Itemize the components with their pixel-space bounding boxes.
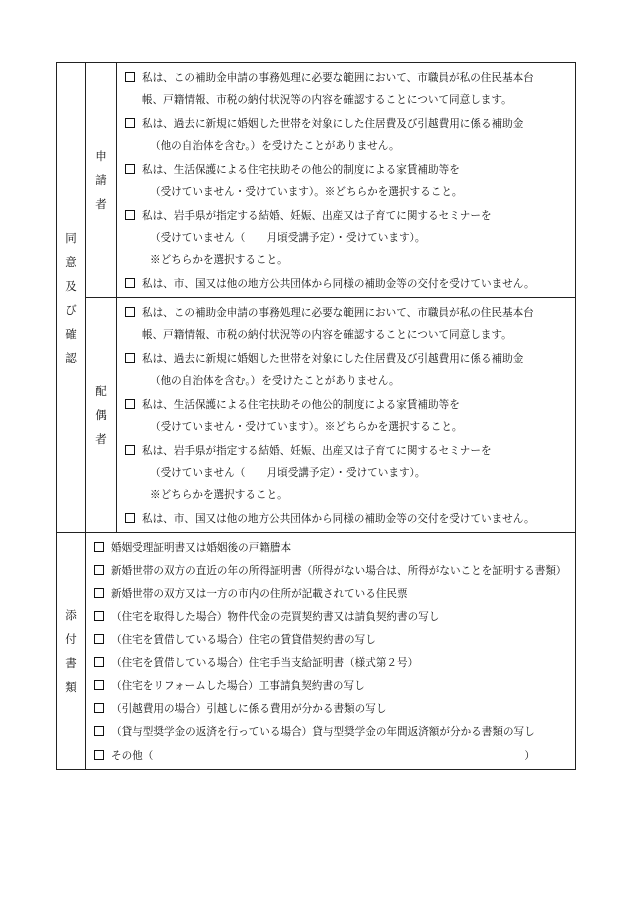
consent-item-line: 私は、岩手県が指定する結婚、妊娠、出産又は子育てに関するセミナーを (142, 210, 492, 222)
consent-item-line: 私は、過去に新規に婚姻した世帯を対象にした住居費及び引越費用に係る補助金 (142, 118, 524, 130)
consent-item (123, 348, 571, 392)
attachment-item-other (92, 745, 571, 767)
attachment-item (92, 721, 571, 743)
consent-item-line: 帳、戸籍情報、市税の納付状況等の内容を確認することについて同意します。 (142, 94, 512, 106)
consent-item (123, 394, 571, 438)
checkbox[interactable] (94, 726, 104, 736)
consent-item-line: ※どちらかを選択すること。 (150, 254, 288, 266)
attachment-item (92, 583, 571, 605)
attachment-item-label: （住宅を取得した場合）物件代金の売買契約書又は請負契約書の写し (111, 611, 440, 623)
checkbox[interactable] (94, 542, 104, 552)
spouse-items-cell (117, 298, 576, 533)
consent-and-attachments-table (56, 62, 576, 770)
consent-item (123, 508, 571, 530)
checkbox[interactable] (125, 399, 135, 409)
attachment-item-label: 婚姻受理証明書又は婚姻後の戸籍謄本 (111, 542, 292, 554)
consent-item-line: 私は、岩手県が指定する結婚、妊娠、出産又は子育てに関するセミナーを (142, 445, 492, 457)
attachment-item (92, 629, 571, 651)
consent-item-line: （受けていません・受けています）。※どちらかを選択すること。 (150, 421, 463, 433)
consent-item-line: 私は、市、国又は他の地方公共団体から同様の補助金等の交付を受けていません。 (142, 513, 535, 525)
other-close-label: ） (524, 750, 535, 762)
checkbox[interactable] (94, 703, 104, 713)
applicant-label: 申請者 (95, 149, 107, 211)
attachments-heading: 添付書類 (65, 608, 77, 694)
consent-item-line: 私は、市、国又は他の地方公共団体から同様の補助金等の交付を受けていません。 (142, 278, 535, 290)
checkbox[interactable] (94, 565, 104, 575)
attachment-item (92, 652, 571, 674)
consent-item (123, 113, 571, 157)
attachments-heading-cell (57, 533, 86, 770)
consent-item-line: 私は、生活保護による住宅扶助その他公的制度による家賃補助等を (142, 399, 460, 411)
consent-item-line: 私は、生活保護による住宅扶助その他公的制度による家賃補助等を (142, 164, 460, 176)
consent-item (123, 302, 571, 346)
spouse-label-cell (86, 298, 117, 533)
checkbox[interactable] (125, 353, 135, 363)
consent-item (123, 440, 571, 506)
attachment-item (92, 606, 571, 628)
checkbox[interactable] (125, 210, 135, 220)
consent-item (123, 205, 571, 271)
attachment-item-label: （住宅を賃借している場合）住宅手当支給証明書（様式第２号） (111, 657, 419, 669)
attachment-item-label: （引越費用の場合）引越しに係る費用が分かる書類の写し (111, 703, 387, 715)
consent-heading-cell (57, 63, 86, 533)
attachment-item (92, 698, 571, 720)
applicant-items-cell (117, 63, 576, 298)
checkbox[interactable] (94, 750, 104, 760)
checkbox[interactable] (125, 307, 135, 317)
attachment-item-label: 新婚世帯の双方又は一方の市内の住所が記載されている住民票 (111, 588, 408, 600)
consent-item-line: 私は、この補助金申請の事務処理に必要な範囲において、市職員が私の住民基本台 (142, 307, 534, 319)
attachment-item (92, 537, 571, 559)
consent-item-line: 私は、過去に新規に婚姻した世帯を対象にした住居費及び引越費用に係る補助金 (142, 353, 524, 365)
applicant-label-cell (86, 63, 117, 298)
checkbox[interactable] (125, 164, 135, 174)
checkbox[interactable] (125, 445, 135, 455)
checkbox[interactable] (94, 588, 104, 598)
consent-item-line: （受けていません・受けています）。※どちらかを選択すること。 (150, 186, 463, 198)
consent-item-line: （他の自治体を含む。）を受けたことがありません。 (150, 140, 400, 152)
checkbox[interactable] (94, 634, 104, 644)
checkbox[interactable] (94, 680, 104, 690)
checkbox[interactable] (94, 657, 104, 667)
spouse-label: 配偶者 (95, 384, 107, 446)
checkbox[interactable] (125, 513, 135, 523)
consent-item-line: （他の自治体を含む。）を受けたことがありません。 (150, 375, 400, 387)
attachments-items-cell (86, 533, 576, 770)
attachment-item (92, 675, 571, 697)
attachment-item (92, 560, 571, 582)
consent-item (123, 273, 571, 295)
consent-heading: 同意及び確認 (65, 230, 77, 365)
consent-item-line: （受けていません（ 月頃受講予定）・受けています）。 (150, 232, 426, 244)
consent-item-line: 私は、この補助金申請の事務処理に必要な範囲において、市職員が私の住民基本台 (142, 72, 534, 84)
other-open-label: その他（ (111, 750, 154, 762)
consent-item-line: ※どちらかを選択すること。 (150, 489, 288, 501)
spouse-checklist (117, 298, 575, 532)
consent-item-line: （受けていません（ 月頃受講予定）・受けています）。 (150, 467, 426, 479)
consent-item (123, 67, 571, 111)
attachments-checklist (86, 533, 575, 745)
attachment-item-label: （住宅を賃借している場合）住宅の賃貸借契約書の写し (111, 634, 376, 646)
checkbox[interactable] (125, 72, 135, 82)
applicant-checklist (117, 63, 575, 297)
consent-item (123, 159, 571, 203)
consent-item-line: 帳、戸籍情報、市税の納付状況等の内容を確認することについて同意します。 (142, 329, 512, 341)
attachment-item-label: 新婚世帯の双方の直近の年の所得証明書（所得がない場合は、所得がないことを証明する書類） (111, 565, 567, 577)
checkbox[interactable] (94, 611, 104, 621)
checkbox[interactable] (125, 118, 135, 128)
attachment-item-label: （貸与型奨学金の返済を行っている場合）貸与型奨学金の年間返済額が分かる書類の写し (111, 726, 535, 738)
checkbox[interactable] (125, 278, 135, 288)
attachment-item-label: （住宅をリフォームした場合）工事請負契約書の写し (111, 680, 365, 692)
